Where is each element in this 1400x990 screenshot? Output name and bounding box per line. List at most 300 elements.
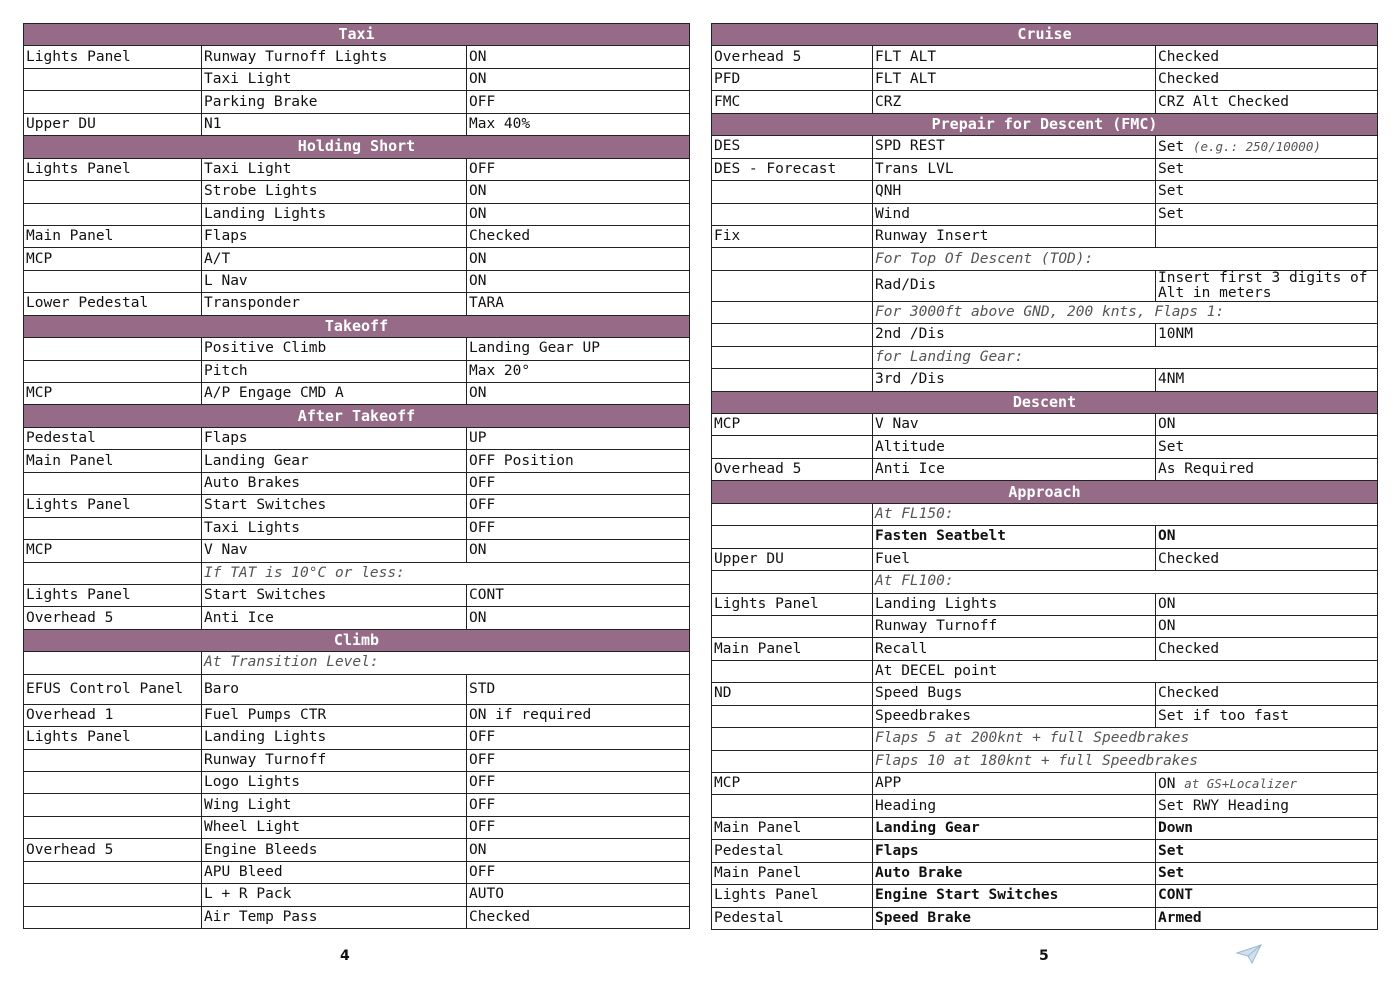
checklist-row: [24, 427, 690, 449]
location-cell: [24, 360, 202, 382]
location-cell: [712, 526, 873, 548]
item-cell: Speed Bugs: [873, 683, 1156, 705]
item-cell: Auto Brakes: [202, 472, 467, 494]
location-cell: [712, 270, 873, 301]
location-cell: [712, 795, 873, 817]
item-cell: Pitch: [202, 360, 467, 382]
location-cell: [712, 346, 873, 368]
action-note: at GS+Localizer: [1184, 775, 1298, 791]
action-text: Set RWY Heading: [1158, 797, 1289, 814]
action-text: OFF: [469, 519, 496, 536]
action-text: Set: [1158, 183, 1185, 200]
checklist-row: [24, 884, 690, 906]
checklist-row: [712, 907, 1378, 929]
action-text: Checked: [1158, 550, 1220, 567]
location-cell: Pedestal: [712, 907, 873, 929]
checklist-row: [24, 652, 690, 674]
checklist-row: [712, 91, 1378, 113]
item-cell: Start Switches: [202, 495, 467, 517]
item-cell: Fuel Pumps CTR: [202, 704, 467, 726]
item-cell: Taxi Light: [202, 68, 467, 90]
action-cell: [467, 517, 690, 539]
item-cell: Landing Lights: [873, 593, 1156, 615]
action-cell: [467, 772, 690, 794]
action-cell: [1156, 91, 1378, 113]
action-text: ON: [469, 250, 487, 267]
location-cell: [712, 436, 873, 458]
item-cell: Strobe Lights: [202, 181, 467, 203]
item-cell: FLT ALT: [873, 46, 1156, 68]
action-cell: [1156, 158, 1378, 180]
item-cell: Auto Brake: [873, 862, 1156, 884]
checklist-row: [712, 705, 1378, 727]
location-cell: [24, 181, 202, 203]
action-text: ON: [469, 273, 487, 290]
action-text: STD: [469, 680, 496, 697]
note-cell: For 3000ft above GND, 200 knts, Flaps 1:: [873, 301, 1378, 323]
location-cell: Main Panel: [712, 817, 873, 839]
checklist-row: [712, 526, 1378, 548]
item-cell: Runway Turnoff Lights: [202, 46, 467, 68]
action-text: Set: [1158, 438, 1185, 455]
action-cell: [467, 427, 690, 449]
item-cell: A/T: [202, 248, 467, 270]
item-cell: Landing Lights: [202, 203, 467, 225]
action-cell: [1156, 46, 1378, 68]
item-cell: Taxi Lights: [202, 517, 467, 539]
location-cell: MCP: [712, 773, 873, 795]
action-text: Set: [1158, 842, 1185, 859]
action-text: Checked: [1158, 640, 1220, 657]
checklist-row: [712, 840, 1378, 862]
item-cell: Start Switches: [202, 584, 467, 606]
item-cell: Wind: [873, 203, 1156, 225]
location-cell: Main Panel: [24, 225, 202, 247]
location-cell: [24, 270, 202, 292]
checklist-row: [712, 46, 1378, 68]
location-cell: MCP: [24, 248, 202, 270]
location-cell: [24, 338, 202, 360]
action-text: 4NM: [1158, 371, 1185, 388]
section-header: [24, 136, 690, 158]
action-text: Max 40%: [469, 115, 531, 132]
item-cell: Speed Brake: [873, 907, 1156, 929]
item-cell: 2nd /Dis: [873, 324, 1156, 346]
action-cell: [1156, 615, 1378, 637]
action-text: CONT: [469, 587, 504, 604]
item-cell: Flaps: [202, 427, 467, 449]
action-cell: [1156, 270, 1378, 301]
action-cell: [467, 225, 690, 247]
action-text: ON: [469, 542, 487, 559]
checklist-row: [24, 158, 690, 180]
action-cell: [467, 203, 690, 225]
section-header: [712, 24, 1378, 46]
action-cell: [1156, 136, 1378, 158]
action-text: Set: [1158, 864, 1185, 881]
checklist-row: [24, 338, 690, 360]
action-cell: [467, 749, 690, 771]
location-cell: [24, 884, 202, 906]
location-cell: [24, 906, 202, 928]
action-text: OFF: [469, 774, 496, 791]
action-cell: [467, 91, 690, 113]
location-cell: [24, 861, 202, 883]
location-cell: Lights Panel: [24, 584, 202, 606]
note-cell: At Transition Level:: [202, 652, 690, 674]
location-cell: FMC: [712, 91, 873, 113]
note-cell: for Landing Gear:: [873, 346, 1378, 368]
checklist-row: [24, 68, 690, 90]
item-cell: CRZ: [873, 91, 1156, 113]
checklist-row: [24, 203, 690, 225]
action-cell: [1156, 181, 1378, 203]
checklist-page-right: [711, 23, 1377, 930]
action-cell: [1156, 548, 1378, 570]
checklist-row: [24, 861, 690, 883]
action-text: ON: [469, 385, 487, 402]
action-text: OFF: [469, 751, 496, 768]
action-cell: [1156, 683, 1378, 705]
checklist-row: [24, 225, 690, 247]
action-text: ON: [1158, 595, 1176, 612]
action-cell: [467, 584, 690, 606]
action-text: Checked: [1158, 71, 1220, 88]
checklist-row: [712, 750, 1378, 772]
location-cell: [712, 750, 873, 772]
action-cell: [1156, 68, 1378, 90]
action-cell: [467, 270, 690, 292]
item-cell: Engine Bleeds: [202, 839, 467, 861]
action-cell: [467, 360, 690, 382]
checklist-row: [24, 517, 690, 539]
section-title: Cruise: [712, 24, 1378, 46]
action-cell: [467, 727, 690, 749]
location-cell: Overhead 5: [712, 458, 873, 480]
action-cell: [1156, 458, 1378, 480]
action-text: Checked: [1158, 48, 1220, 65]
action-text: 10NM: [1158, 326, 1193, 343]
location-cell: [24, 68, 202, 90]
item-cell: Wheel Light: [202, 816, 467, 838]
action-cell: [1156, 369, 1378, 391]
checklist-row: [24, 113, 690, 135]
location-cell: Main Panel: [712, 638, 873, 660]
location-cell: [24, 772, 202, 794]
item-cell: Runway Insert: [873, 225, 1156, 247]
action-text: OFF: [469, 863, 496, 880]
checklist-row: [712, 414, 1378, 436]
checklist-row: [24, 383, 690, 405]
action-cell: [1156, 862, 1378, 884]
item-cell: L Nav: [202, 270, 467, 292]
action-cell: [467, 704, 690, 726]
action-note: (e.g.: 250/10000): [1192, 138, 1321, 154]
action-text: OFF: [469, 796, 496, 813]
location-cell: [712, 503, 873, 525]
action-text: Max 20°: [469, 362, 531, 379]
item-cell: FLT ALT: [873, 68, 1156, 90]
action-cell: [467, 293, 690, 315]
location-cell: [712, 181, 873, 203]
checklist-row: [712, 301, 1378, 323]
checklist-row: [24, 584, 690, 606]
item-cell: N1: [202, 113, 467, 135]
item-cell: Engine Start Switches: [873, 885, 1156, 907]
location-cell: [712, 203, 873, 225]
action-cell: [1156, 324, 1378, 346]
checklist-row: [712, 817, 1378, 839]
checklist-row: [712, 270, 1378, 301]
section-title: Prepair for Descent (FMC): [712, 113, 1378, 135]
item-cell: Positive Climb: [202, 338, 467, 360]
location-cell: Main Panel: [712, 862, 873, 884]
action-text: Down: [1158, 820, 1193, 837]
section-title: Takeoff: [24, 315, 690, 337]
item-cell: Landing Lights: [202, 727, 467, 749]
action-text: CRZ Alt Checked: [1158, 93, 1289, 110]
item-cell: Anti Ice: [202, 607, 467, 629]
action-cell: [467, 495, 690, 517]
action-cell: [467, 674, 690, 704]
action-text: UP: [469, 430, 487, 447]
checklist-row: [24, 450, 690, 472]
action-cell: [467, 181, 690, 203]
action-cell: [467, 794, 690, 816]
checklist-row: [712, 728, 1378, 750]
action-cell: [467, 861, 690, 883]
checklist-row: [712, 324, 1378, 346]
section-title: Descent: [712, 391, 1378, 413]
location-cell: Lower Pedestal: [24, 293, 202, 315]
checklist-row: [24, 91, 690, 113]
action-cell: [1156, 705, 1378, 727]
location-cell: MCP: [712, 414, 873, 436]
item-cell: Trans LVL: [873, 158, 1156, 180]
checklist-row: [24, 181, 690, 203]
section-header: [24, 405, 690, 427]
checklist-row: [24, 562, 690, 584]
location-cell: Upper DU: [24, 113, 202, 135]
location-cell: ND: [712, 683, 873, 705]
checklist-table-left: [23, 23, 690, 929]
action-cell: [1156, 414, 1378, 436]
location-cell: [712, 324, 873, 346]
note-cell: If TAT is 10°C or less:: [202, 562, 690, 584]
item-cell: Heading: [873, 795, 1156, 817]
location-cell: EFUS Control Panel: [24, 674, 202, 704]
item-cell: Fuel: [873, 548, 1156, 570]
checklist-row: [712, 795, 1378, 817]
action-cell: [467, 816, 690, 838]
location-cell: Lights Panel: [24, 495, 202, 517]
item-cell: Rad/Dis: [873, 270, 1156, 301]
action-cell: [1156, 795, 1378, 817]
location-cell: Lights Panel: [712, 593, 873, 615]
location-cell: MCP: [24, 540, 202, 562]
action-text: Landing Gear UP: [469, 340, 600, 357]
action-text: OFF: [469, 497, 496, 514]
note-cell: Flaps 5 at 200knt + full Speedbrakes: [873, 728, 1378, 750]
action-cell: [1156, 593, 1378, 615]
step-text-cell: At DECEL point: [873, 660, 1378, 682]
action-text: ON if required: [469, 706, 592, 723]
item-cell: Landing Gear: [202, 450, 467, 472]
action-text: Checked: [469, 228, 531, 245]
checklist-row: [24, 248, 690, 270]
section-header: [712, 113, 1378, 135]
checklist-row: [24, 749, 690, 771]
action-cell: [1156, 840, 1378, 862]
section-header: [712, 391, 1378, 413]
checklist-row: [24, 794, 690, 816]
action-text: ON: [469, 48, 487, 65]
item-cell: A/P Engage CMD A: [202, 383, 467, 405]
note-cell: For Top Of Descent (TOD):: [873, 248, 1378, 270]
location-cell: [712, 705, 873, 727]
action-text: OFF Position: [469, 452, 574, 469]
location-cell: [712, 301, 873, 323]
location-cell: Upper DU: [712, 548, 873, 570]
action-text: Checked: [1158, 685, 1220, 702]
checklist-row: [24, 360, 690, 382]
action-text: As Required: [1158, 461, 1255, 478]
checklist-row: [712, 615, 1378, 637]
action-cell: [1156, 885, 1378, 907]
action-cell: [467, 839, 690, 861]
action-cell: [467, 607, 690, 629]
item-cell: Baro: [202, 674, 467, 704]
action-text: OFF: [469, 474, 496, 491]
location-cell: [24, 472, 202, 494]
note-cell: At FL100:: [873, 571, 1378, 593]
checklist-row: [712, 660, 1378, 682]
checklist-page-left: [23, 23, 689, 929]
note-cell: At FL150:: [873, 503, 1378, 525]
checklist-row: [712, 548, 1378, 570]
action-text: ON: [469, 841, 487, 858]
item-cell: Parking Brake: [202, 91, 467, 113]
action-text: ON: [1158, 416, 1176, 433]
location-cell: [712, 660, 873, 682]
checklist-row: [712, 458, 1378, 480]
page-number-right: 5: [1039, 948, 1049, 964]
checklist-row: [712, 571, 1378, 593]
location-cell: Lights Panel: [24, 158, 202, 180]
paper-plane-icon: [1236, 944, 1262, 964]
action-text: OFF: [469, 729, 496, 746]
action-cell: [1156, 773, 1378, 795]
location-cell: Fix: [712, 225, 873, 247]
action-cell: [467, 248, 690, 270]
location-cell: [712, 369, 873, 391]
checklist-row: [712, 346, 1378, 368]
checklist-row: [712, 593, 1378, 615]
checklist-row: [24, 472, 690, 494]
location-cell: DES: [712, 136, 873, 158]
checklist-row: [712, 136, 1378, 158]
location-cell: Pedestal: [24, 427, 202, 449]
action-cell: [467, 906, 690, 928]
item-cell: Speedbrakes: [873, 705, 1156, 727]
action-cell: [467, 540, 690, 562]
action-text: ON: [469, 205, 487, 222]
item-cell: Fasten Seatbelt: [873, 526, 1156, 548]
item-cell: Flaps: [202, 225, 467, 247]
location-cell: PFD: [712, 68, 873, 90]
action-text: OFF: [469, 819, 496, 836]
checklist-row: [24, 607, 690, 629]
checklist-table-right: [711, 23, 1378, 930]
action-cell: [467, 884, 690, 906]
item-cell: Runway Turnoff: [873, 615, 1156, 637]
location-cell: [712, 571, 873, 593]
item-cell: APU Bleed: [202, 861, 467, 883]
section-header: [24, 629, 690, 651]
location-cell: Pedestal: [712, 840, 873, 862]
location-cell: [712, 615, 873, 637]
section-title: Climb: [24, 629, 690, 651]
checklist-row: [712, 683, 1378, 705]
item-cell: Recall: [873, 638, 1156, 660]
action-text: Checked: [469, 908, 531, 925]
checklist-row: [712, 68, 1378, 90]
checklist-row: [712, 248, 1378, 270]
location-cell: [24, 562, 202, 584]
action-cell: [1156, 225, 1378, 247]
note-cell: Flaps 10 at 180knt + full Speedbrakes: [873, 750, 1378, 772]
location-cell: Overhead 5: [24, 839, 202, 861]
action-text: Insert first 3 digits of Alt in meters: [1158, 270, 1368, 301]
action-cell: [1156, 907, 1378, 929]
location-cell: Overhead 5: [24, 607, 202, 629]
section-title: Approach: [712, 481, 1378, 503]
action-cell: [467, 338, 690, 360]
action-text: ON: [1158, 618, 1176, 635]
page-number-left: 4: [340, 948, 350, 964]
checklist-row: [712, 181, 1378, 203]
checklist-row: [712, 503, 1378, 525]
action-text: Set: [1158, 205, 1185, 222]
location-cell: [24, 203, 202, 225]
action-text: ON: [1158, 775, 1176, 792]
action-cell: [1156, 526, 1378, 548]
section-header: [712, 481, 1378, 503]
action-cell: [467, 113, 690, 135]
location-cell: Main Panel: [24, 450, 202, 472]
action-text: OFF: [469, 160, 496, 177]
action-text: OFF: [469, 93, 496, 110]
action-text: AUTO: [469, 886, 504, 903]
checklist-row: [24, 816, 690, 838]
action-cell: [1156, 638, 1378, 660]
checklist-row: [24, 839, 690, 861]
location-cell: [24, 749, 202, 771]
action-text: CONT: [1158, 887, 1193, 904]
item-cell: L + R Pack: [202, 884, 467, 906]
checklist-row: [24, 704, 690, 726]
section-header: [24, 315, 690, 337]
checklist-row: [24, 906, 690, 928]
location-cell: [24, 91, 202, 113]
checklist-row: [712, 773, 1378, 795]
action-text: Armed: [1158, 909, 1202, 926]
checklist-row: [24, 540, 690, 562]
location-cell: Overhead 5: [712, 46, 873, 68]
item-cell: 3rd /Dis: [873, 369, 1156, 391]
checklist-row: [24, 727, 690, 749]
checklist-row: [24, 772, 690, 794]
